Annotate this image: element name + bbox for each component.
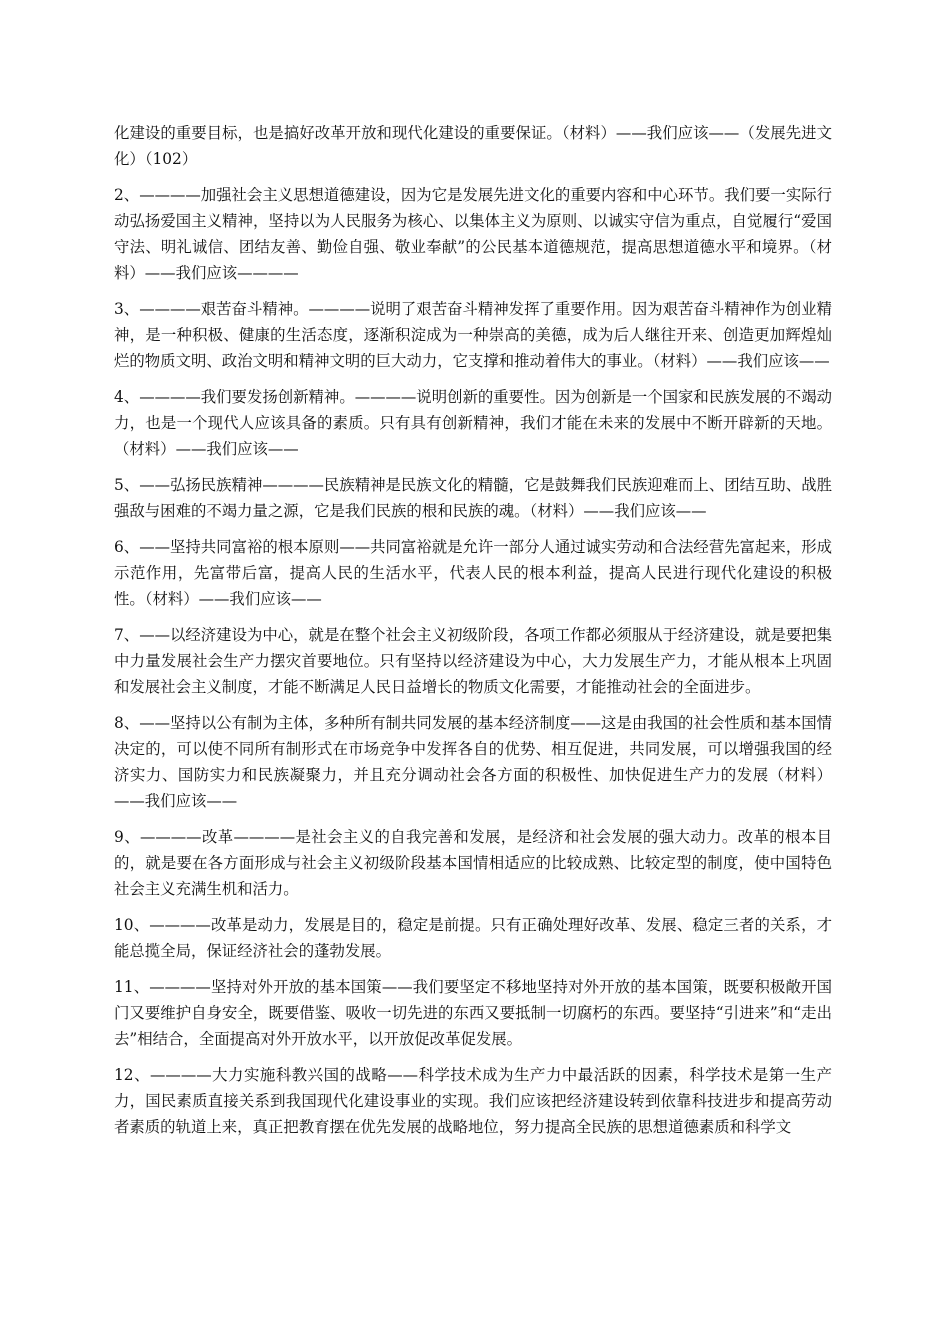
paragraph-item-7: 7、——以经济建设为中心，就是在整个社会主义初级阶段，各项工作都必须服从于经济建设，就是要把集中力量发展社会生产力摆灾首要地位。只有坚持以经济建设为中心，大力发展生产力，才能从根本上巩固和发展社会主义制度，才能不断满足人民日益增长的物质文化需要，才能推动社会的全面进步。 (114, 626, 832, 696)
paragraph-item-10: 10、————改革是动力，发展是目的，稳定是前提。只有正确处理好改革、发展、稳定三者的关系，才能总揽全局，保证经济社会的蓬勃发展。 (114, 916, 832, 960)
paragraph-item-11: 11、————坚持对外开放的基本国策——我们要坚定不移地坚持对外开放的基本国策，既要积极敞开国门又要维护自身安全，既要借鉴、吸收一切先进的东西又要抵制一切腐朽的东西。要坚持“引进来”和“走出去”相结合，全面提高对外开放水平，以开放促改革促发展。 (114, 978, 832, 1048)
document-body (114, 120, 832, 1150)
paragraph-item-4: 4、————我们要发扬创新精神。————说明创新的重要性。因为创新是一个国家和民族发展的不竭动力，也是一个现代人应该具备的素质。只有具有创新精神，我们才能在未来的发展中不断开辟新的天地。（材料）——我们应该—— (114, 388, 832, 458)
paragraph-item-12: 12、————大力实施科教兴国的战略——科学技术成为生产力中最活跃的因素，科学技术是第一生产力，国民素质直接关系到我国现代化建设事业的实现。我们应该把经济建设转到依靠科技进步和提高劳动者素质的轨道上来，真正把教育摆在优先发展的战略地位，努力提高全民族的思想道德素质和科学文 (114, 1066, 832, 1136)
paragraph-item-5: 5、——弘扬民族精神————民族精神是民族文化的精髓，它是鼓舞我们民族迎难而上、团结互助、战胜强敌与困难的不竭力量之源，它是我们民族的根和民族的魂。（材料）——我们应该—— (114, 476, 832, 520)
paragraph-item-9: 9、————改革————是社会主义的自我完善和发展，是经济和社会发展的强大动力。改革的根本目的，就是要在各方面形成与社会主义初级阶段基本国情相适应的比较成熟、比较定型的制度，使中国特色社会主义充满生机和活力。 (114, 828, 832, 898)
paragraph-item-3: 3、————艰苦奋斗精神。————说明了艰苦奋斗精神发挥了重要作用。因为艰苦奋斗精神作为创业精神，是一种积极、健康的生活态度，逐渐积淀成为一种崇高的美德，成为后人继往开来、创造更加辉煌灿烂的物质文明、政治文明和精神文明的巨大动力，它支撑和推动着伟大的事业。（材料）——我们应该—— (114, 300, 832, 370)
paragraph-item-6: 6、——坚持共同富裕的根本原则——共同富裕就是允许一部分人通过诚实劳动和合法经营先富起来，形成示范作用，先富带后富，提高人民的生活水平，代表人民的根本利益，提高人民进行现代化建设的积极性。（材料）——我们应该—— (114, 538, 832, 608)
paragraph-continuation: 化建设的重要目标，也是搞好改革开放和现代化建设的重要保证。（材料）——我们应该——（发展先进文化）（102） (114, 124, 832, 168)
paragraph-item-2: 2、————加强社会主义思想道德建设，因为它是发展先进文化的重要内容和中心环节。我们要一实际行动弘扬爱国主义精神，坚持以为人民服务为核心、以集体主义为原则、以诚实守信为重点，自觉履行“爱国守法、明礼诚信、团结友善、勤俭自强、敬业奉献”的公民基本道德规范，提高思想道德水平和境界。（材料）——我们应该———— (114, 186, 832, 282)
paragraph-item-8: 8、——坚持以公有制为主体，多种所有制共同发展的基本经济制度——这是由我国的社会性质和基本国情决定的，可以使不同所有制形式在市场竞争中发挥各自的优势、相互促进，共同发展，可以增强我国的经济实力、国防实力和民族凝聚力，并且充分调动社会各方面的积极性、加快促进生产力的发展（材料）——我们应该—— (114, 714, 832, 810)
